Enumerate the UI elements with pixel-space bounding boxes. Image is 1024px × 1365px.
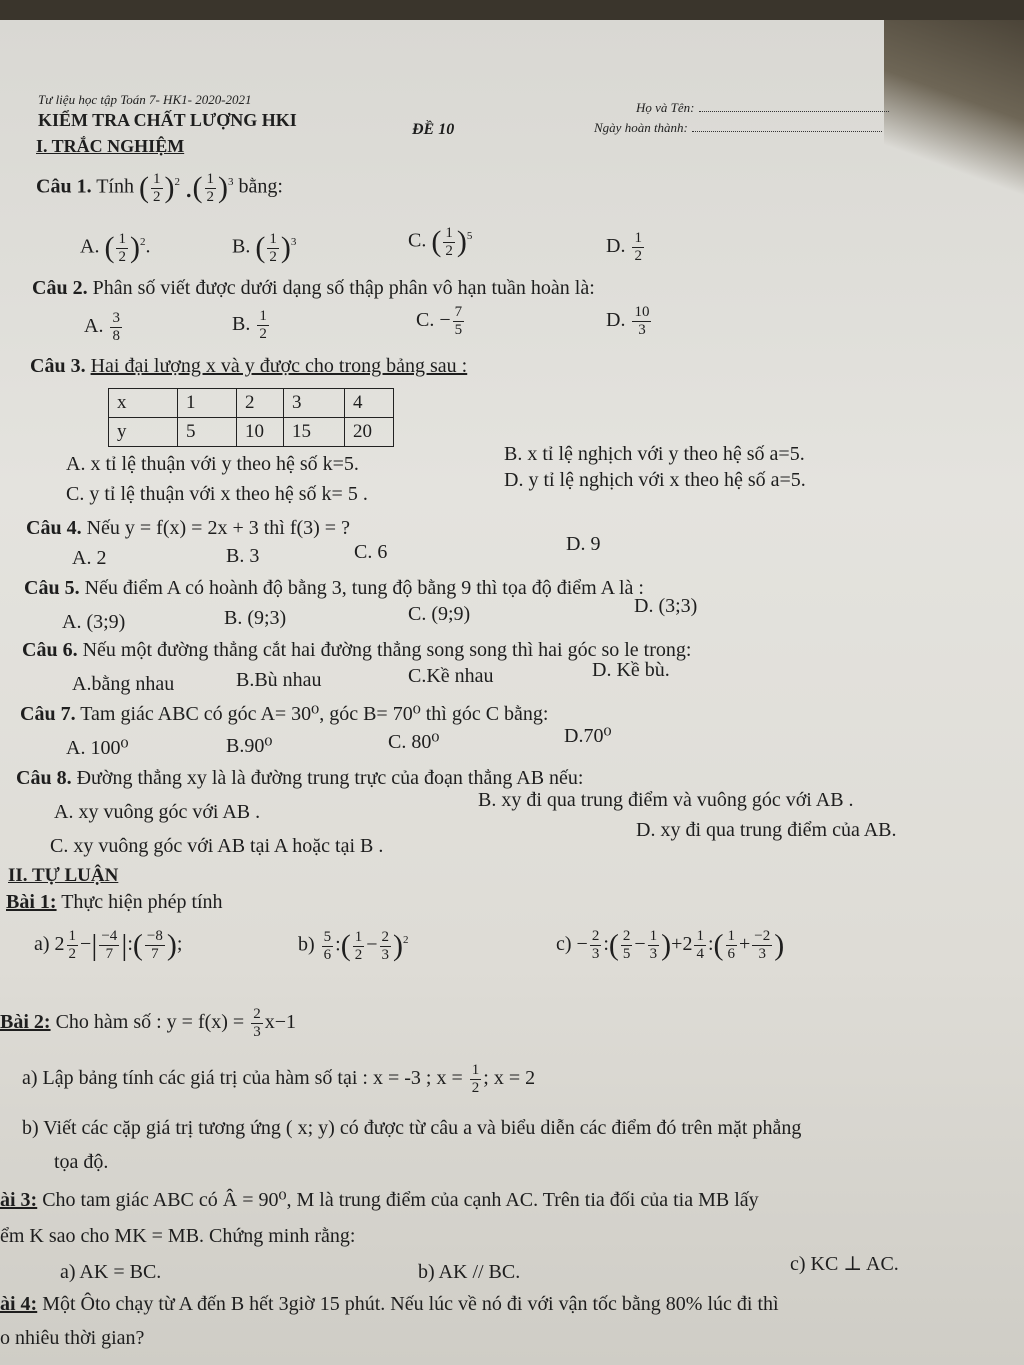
q6-option-c: C.Kề nhau: [408, 665, 494, 687]
q3-option-b: B. x tỉ lệ nghịch với y theo hệ số a=5.: [504, 443, 805, 465]
section-heading-2: II. TỰ LUẬN: [8, 865, 119, 886]
q5-option-a: A. (3;9): [62, 611, 126, 633]
q2-option-d: D. $\frac{10}{3}$: [606, 304, 650, 338]
table-cell: x: [109, 389, 178, 418]
table-cell: 2: [237, 389, 284, 418]
table-cell: 20: [345, 418, 394, 447]
date-field: Ngày hoàn thành:: [594, 120, 882, 136]
xy-table: [108, 388, 394, 447]
header-subtitle: Tư liệu học tập Toán 7- HK1- 2020-2021: [38, 92, 252, 107]
bai-2-heading: Bài 2: Cho hàm số : y = f(x) = $\frac{2}{3}$ x−1: [0, 1006, 296, 1040]
header-title: KIỂM TRA CHẤT LƯỢNG HKI: [38, 110, 297, 130]
q5-option-d: D. (3;3): [634, 595, 698, 617]
bai-3-heading: ài 3: Cho tam giác ABC có Â = 90⁰, M là trung điểm của cạnh AC. Trên tia đối của tia MB lấy: [0, 1189, 759, 1211]
table-cell: y: [109, 418, 178, 447]
table-cell: 4: [345, 389, 394, 418]
table-cell: 3: [284, 389, 345, 418]
question-7: Câu 7. Tam giác ABC có góc A= 30⁰, góc B= 70⁰ thì góc C bằng:: [20, 703, 549, 725]
question-6: Câu 6. Nếu một đường thẳng cắt hai đường thẳng song song thì hai góc so le trong:: [22, 639, 692, 661]
table-cell: 5: [178, 418, 237, 447]
bai-3-part-b: b) AK // BC.: [418, 1261, 521, 1283]
q2-option-a: A. $\frac{3}{8}$: [84, 310, 120, 344]
question-4: Câu 4. Nếu y = f(x) = 2x + 3 thì f(3) = ?: [26, 517, 350, 539]
q8-option-d: D. xy đi qua trung điểm của AB.: [636, 819, 897, 841]
bai-4-heading: ài 4: Một Ôto chạy từ A đến B hết 3giờ 15 phút. Nếu lúc về nó đi với vận tốc bằng 80% lúc đi thì: [0, 1293, 779, 1315]
q6-option-b: B.Bù nhau: [236, 669, 322, 691]
question-8: Câu 8. Đường thẳng xy là là đường trung trực của đoạn thẳng AB nếu:: [16, 767, 584, 789]
exam-paper: [0, 20, 1024, 1365]
table-cell: 1: [178, 389, 237, 418]
section-heading-1: I. TRẮC NGHIỆM: [36, 136, 185, 156]
q2-option-c: C. − $\frac{7}{5}$: [416, 304, 463, 338]
q5-option-b: B. (9;3): [224, 607, 287, 629]
bai-2-part-b: b) Viết các cặp giá trị tương ứng ( x; y) có được từ câu a và biểu diễn các điểm đó trên mặt phẳng: [22, 1117, 802, 1139]
q8-option-c: C. xy vuông góc với AB tại A hoặc tại B .: [50, 835, 384, 857]
bai-2-part-b-cont: tọa độ.: [54, 1151, 109, 1173]
q3-option-d: D. y tỉ lệ nghịch với x theo hệ số a=5.: [504, 469, 806, 491]
q3-option-a: A. x tỉ lệ thuận với y theo hệ số k=5.: [66, 453, 359, 475]
q4-option-c: C. 6: [354, 541, 388, 563]
q1-option-d: D. $\frac{1}{2}$: [606, 230, 642, 264]
exam-code: ĐỀ 10: [412, 121, 455, 138]
table-row-x: [109, 389, 394, 418]
bai-1-part-c: c) − $\frac{2}{3}$ :( $\frac{2}{5}$ − $\frac{1}{3}$ )+2 $\frac{1}{4}$ :( $\frac{1}{6}$ + $\frac{-2}{3}$ ): [556, 928, 785, 962]
question-2: Câu 2. Phân số viết được dưới dạng số thập phân vô hạn tuần hoàn là:: [32, 277, 595, 299]
q2-option-b: B. $\frac{1}{2}$: [232, 308, 267, 342]
q3-option-c: C. y tỉ lệ thuận với x theo hệ số k= 5 .: [66, 483, 368, 505]
name-blank: [699, 111, 889, 112]
q7-option-c: C. 80⁰: [388, 731, 440, 753]
question-3: Câu 3. Hai đại lượng x và y được cho trong bảng sau :: [30, 355, 468, 377]
bai-1-heading: Bài 1: Thực hiện phép tính: [6, 891, 223, 913]
bai-1-part-a: a) 2 $\frac{1}{2}$ −| $\frac{-4}{7}$ |:( $\frac{-8}{7}$ );: [34, 928, 183, 962]
q1-option-a: A. ( $\frac{1}{2}$ )$^2$.: [80, 230, 151, 265]
q8-option-b: B. xy đi qua trung điểm và vuông góc với AB .: [478, 789, 854, 811]
bai-3-line-2: ểm K sao cho MK = MB. Chứng minh rằng:: [0, 1225, 356, 1247]
q6-option-d: D. Kề bù.: [592, 659, 670, 681]
q7-option-b: B.90⁰: [226, 735, 273, 757]
q4-option-a: A. 2: [72, 547, 107, 569]
q4-option-b: B. 3: [226, 545, 260, 567]
q4-option-d: D. 9: [566, 533, 601, 555]
q7-option-a: A. 100⁰: [66, 737, 129, 759]
background-corner: [884, 20, 1024, 220]
q8-option-a: A. xy vuông góc với AB .: [54, 801, 261, 823]
bai-1-part-b: b) $\frac{5}{6}$ :( $\frac{1}{2}$ − $\frac{2}{3}$ )$^2$: [298, 928, 409, 963]
bai-2-part-a: a) Lập bảng tính các giá trị của hàm số tại : x = -3 ; x = $\frac{1}{2}$ ; x = 2: [22, 1062, 536, 1096]
q7-option-d: D.70⁰: [564, 725, 612, 747]
date-blank: [692, 131, 882, 132]
table-cell: 10: [237, 418, 284, 447]
bai-4-line-2: o nhiêu thời gian?: [0, 1327, 145, 1349]
bai-3-part-a: a) AK = BC.: [60, 1261, 162, 1283]
q6-option-a: A.bằng nhau: [72, 673, 175, 695]
q1-option-c: C. ( $\frac{1}{2}$ )$^5$: [408, 224, 473, 259]
question-1: Câu 1. Tính ( $\frac{1}{2}$ )$^2$ .( $\frac{1}{2}$ )$^3$ bằng:: [36, 170, 283, 205]
q5-option-c: C. (9;9): [408, 603, 471, 625]
name-field: Họ và Tên:: [636, 100, 889, 116]
q1-option-b: B. ( $\frac{1}{2}$ )$^3$: [232, 230, 297, 265]
bai-3-part-c: c) KC ⊥ AC.: [790, 1253, 899, 1275]
table-cell: 15: [284, 418, 345, 447]
question-5: Câu 5. Nếu điểm A có hoành độ bằng 3, tung độ bằng 9 thì tọa độ điểm A là :: [24, 577, 644, 599]
table-row-y: [109, 418, 394, 447]
